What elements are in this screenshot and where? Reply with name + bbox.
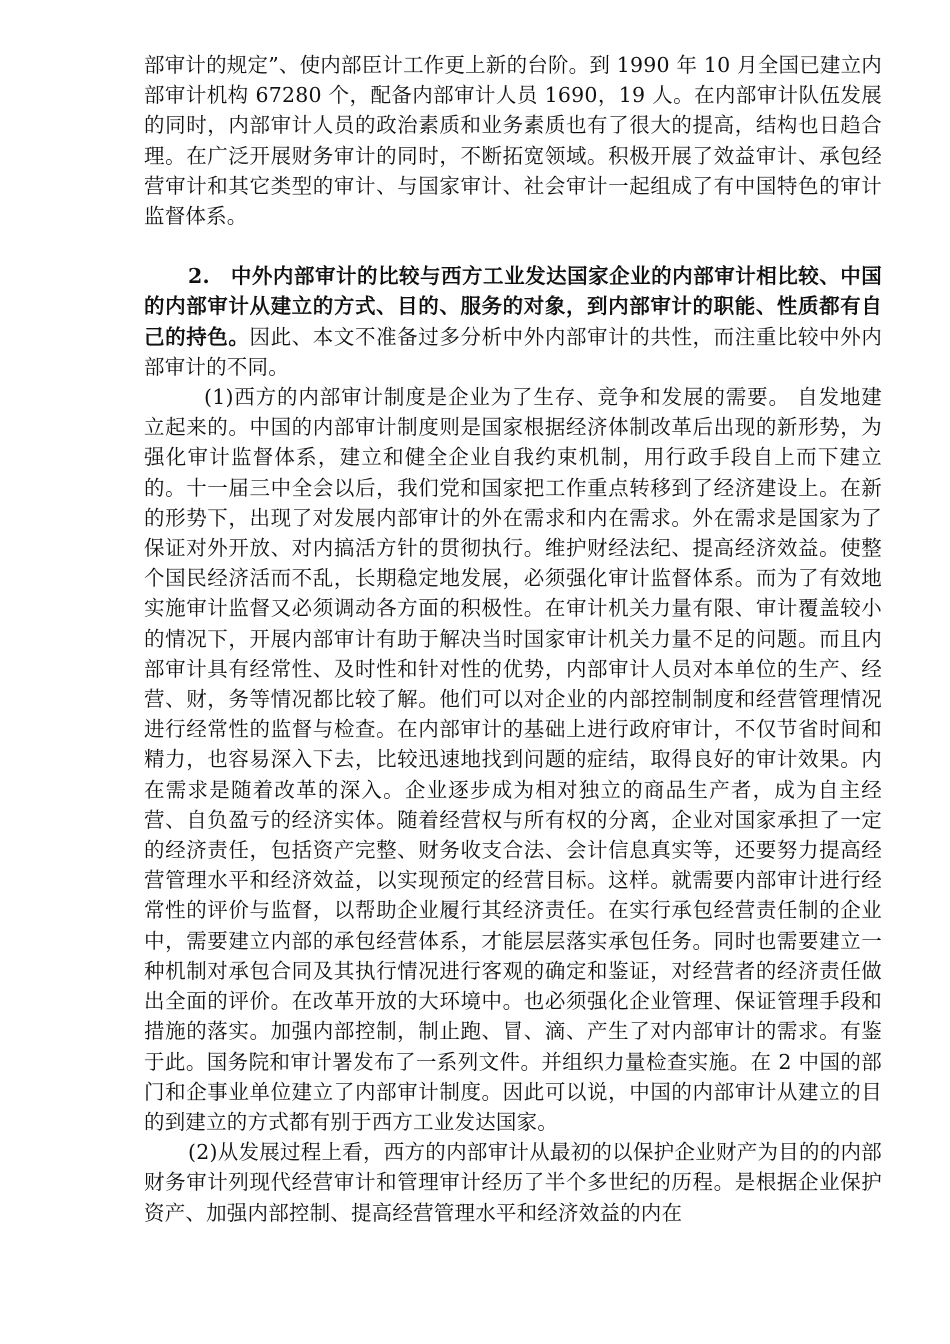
paragraph-point-2 [144,1137,882,1228]
section-heading-bold: 中外内部审计的比较与西方工业发达国家企业的内部审计相比较、中国的内部审计从建立的方式、目的、服务的对象，到内部审计的职能、性质都有自己的持色。 [144,264,882,349]
paragraph-point-1 [144,382,882,1137]
spacer [210,264,231,288]
document-body [144,50,882,1228]
paragraph-gap [144,231,882,261]
paragraph-text: (1)西方的内部审计制度是企业为了生存、竞争和发展的需要。 自发地建立起来的。中国的内部审计制度则是国家根据经济体制改革后出现的新形势，为强化审计监督体系，建立和健全企业自我约束机制，用行政手段自上而下建立的。十一届三中全会以后，我们党和国家把工作重点转移到了经济建设上。在新的形势下，出现了对发展内部审计的外在需求和内在需求。外在需求是国家为了保证对外开放、对内搞活方针的贯彻执行。维护财经法纪、提高经济效益。使整个国民经济活而不乱，长期稳定地发展，必须强化审计监督体系。而为了有效地实施审计监督又必须调动各方面的积极性。在审计机关力量有限、审计覆盖较小的情况下，开展内部审计有助于解决当时国家审计机关力量不足的问题。而且内部审计具有经常性、及时性和针对性的优势，内部审计人员对本单位的生产、经营、财，务等情况都比较了解。他们可以对企业的内部控制制度和经营管理情况进行经常性的监督与检查。在内部审计的基础上进行政府审计，不仅节省时间和精力，也容易深入下去，比较迅速地找到问题的症结，取得良好的审计效果。内在需求是随着改革的深入。企业逐步成为相对独立的商品生产者，成为自主经营、自负盈亏的经济实体。随着经营权与所有权的分离，企业对国家承担了一定的经济责任，包括资产完整、财务收支合法、会计信息真实等，还要努力提高经营管理水平和经济效益，以实现预定的经营目标。这样。就需要内部审计进行经常性的评价与监督，以帮助企业履行其经济责任。在实行承包经营责任制的企业中，需要建立内部的承包经营体系，才能层层落实承包任务。同时也需要建立一种机制对承包合同及其执行情况进行客观的确定和鉴证，对经营者的经济责任做出全面的评价。在改革开放的大环境中。也必须强化企业管理、保证管理手段和措施的落实。加强内部控制，制止跑、冒、滴、产生了对内部审计的需求。有鉴于此。国务院和审计署发布了一系列文件。并组织力量检查实施。在 2 中国的部门和企事业单位建立了内部审计制度。因此可以说，中国的内部审计从建立的目的到建立的方式都有别于西方工业发达国家。 [144,385,882,1134]
paragraph-comparison-heading [144,261,882,382]
paragraph-text: 因此、本文不准备过多分析中外内部审计的共性，而注重比较中外内部审计的不同。 [144,324,883,379]
section-number: 2. [188,264,210,289]
paragraph-internal-audit-development [144,50,882,231]
paragraph-text: 部审计的规定”、使内部臣计工作更上新的台阶。到 1990 年 10 月全国已建立内部审计机构 67280 个，配备内部审计人员 1690，19 人。在内部审计队伍发展的同时，内部审计人员的政治素质和业务素质也有了很大的提高，结构也日趋合理。在广泛开展财务审计的同时，不断拓宽领域。积极开展了效益审计、承包经营审计和其它类型的审计、与国家审计、社会审计一起组成了有中国特色的审计监督体系。 [144,53,883,229]
paragraph-text: (2)从发展过程上看，西方的内部审计从最初的以保护企业财产为目的的内部财务审计列现代经营审计和管理审计经历了半个多世纪的历程。是根据企业保护资产、加强内部控制、提高经营管理水平和经济效益的内在 [144,1140,882,1225]
